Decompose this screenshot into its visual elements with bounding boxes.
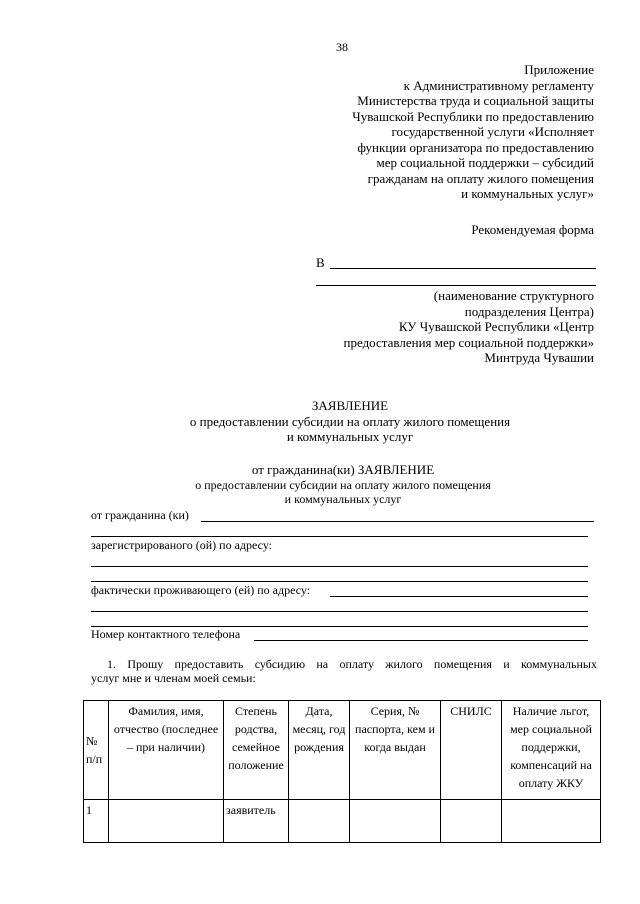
actual-address-label: фактически проживающего (ей) по адресу: [91, 583, 311, 597]
header-snils: СНИЛС [441, 701, 502, 800]
appendix-line: мер социальной поддержки – субсидий [376, 155, 594, 170]
addressee-prefix: В [316, 255, 325, 270]
title-line: ЗАЯВЛЕНИЕ [311, 398, 389, 413]
cell-benefits[interactable] [502, 800, 601, 843]
appendix-line: к Административному регламенту [403, 77, 594, 93]
table-row [84, 800, 601, 843]
request-paragraph [91, 657, 597, 685]
citizen-label: от гражданина (ки) [91, 508, 189, 522]
document-subtitle [0, 462, 640, 506]
cell-birth-date[interactable] [289, 800, 350, 843]
header-benefits: Наличие льгот, мер социальной поддержки, компенсаций на оплату ЖКУ [502, 701, 601, 800]
title-line: и коммунальных услуг [286, 429, 414, 444]
subtitle-line: и коммунальных услуг [284, 491, 402, 506]
recommended-form-label: Рекомендуемая форма [471, 222, 594, 237]
page-number: 38 [336, 40, 348, 54]
appendix-line: Министерства труда и социальной защиты [357, 93, 594, 108]
header-full-name: Фамилия, имя, отчество (последнее – при наличии) [109, 701, 224, 800]
addressee-note-line: Минтруда Чувашии [484, 350, 594, 365]
header-relationship: Степень родства, семейное положение [224, 701, 289, 800]
title-line: о предоставлении субсидии на оплату жилого помещения [189, 413, 511, 429]
table-header-row [84, 701, 601, 800]
addressee-line[interactable] [330, 268, 596, 269]
registered-address-field-2[interactable] [91, 581, 588, 582]
citizen-name-field[interactable] [201, 521, 594, 522]
request-line: услуг мне и членам моей семьи: [91, 671, 256, 685]
header-passport: Серия, № паспорта, кем и когда выдан [350, 701, 441, 800]
phone-label: Номер контактного телефона [91, 627, 241, 641]
appendix-line: гражданам на оплату жилого помещения [367, 170, 594, 186]
addressee-note [344, 288, 594, 366]
document-title [0, 398, 640, 445]
request-line: 1. Прошу предоставить субсидию на оплату жилого помещения и коммунальных [107, 657, 597, 671]
cell-num: 1 [84, 800, 109, 843]
family-table [83, 700, 601, 843]
subtitle-line: о предоставлении субсидии на оплату жилого помещения [195, 477, 491, 492]
addressee-line-2[interactable] [316, 285, 596, 286]
cell-snils[interactable] [441, 800, 502, 843]
appendix-line: государственной услуги «Исполняет [391, 124, 594, 139]
addressee-note-line: КУ Чувашской Республики «Центр [398, 319, 594, 334]
cell-full-name[interactable] [109, 800, 224, 843]
header-birth-date: Дата, месяц, год рождения [289, 701, 350, 800]
subtitle-line: от гражданина(ки) ЗАЯВЛЕНИЕ [251, 462, 435, 477]
appendix-line: Чувашской Республики по предоставлению [352, 108, 594, 124]
registered-address-field[interactable] [91, 566, 588, 567]
cell-passport[interactable] [350, 800, 441, 843]
registered-address-label: зарегистрированого (ой) по адресу: [91, 538, 272, 552]
addressee-note-line: (наименование структурного [433, 288, 594, 303]
header-num: № п/п [84, 701, 109, 800]
appendix-line: Приложение [524, 62, 594, 77]
appendix-line: и коммунальных услуг» [461, 186, 594, 201]
actual-address-field[interactable] [330, 596, 588, 597]
appendix-header [352, 62, 594, 202]
phone-field[interactable] [254, 640, 588, 641]
cell-relationship[interactable]: заявитель [224, 800, 289, 843]
actual-address-field-2[interactable] [91, 611, 588, 612]
addressee-note-line: предоставления мер социальной поддержки» [343, 334, 594, 350]
addressee-note-line: подразделения Центра) [464, 303, 594, 319]
appendix-line: функции организатора по предоставлению [357, 139, 594, 155]
citizen-name-field-2[interactable] [91, 536, 588, 537]
